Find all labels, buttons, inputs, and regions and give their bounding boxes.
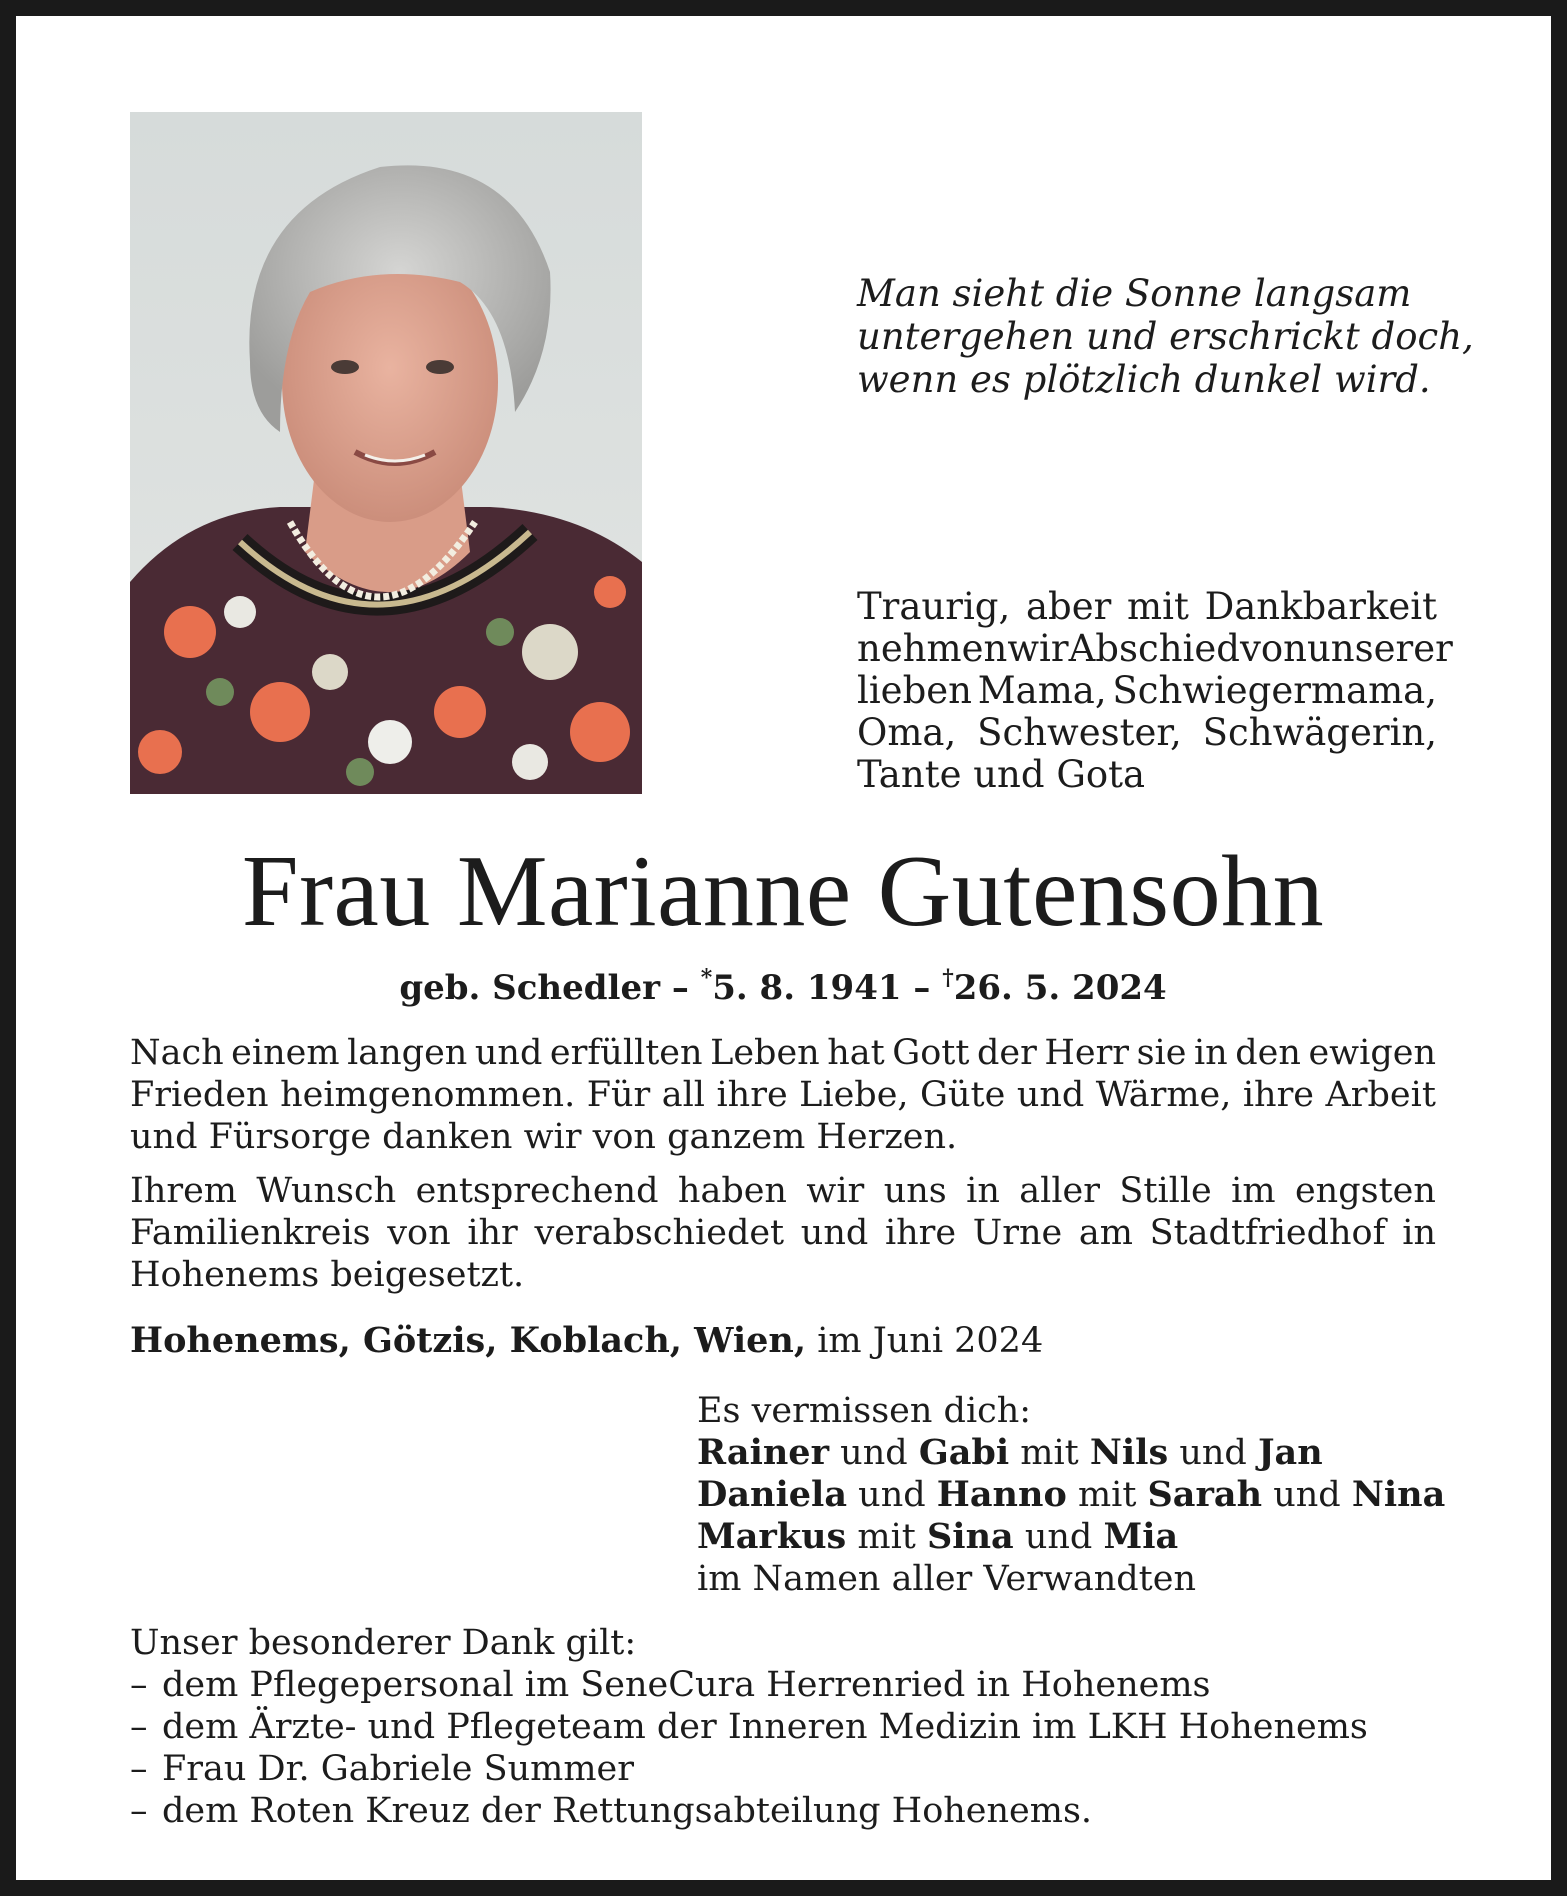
word: lieben: [857, 669, 972, 712]
word: Mama,: [977, 669, 1107, 712]
mourners-line: [697, 1516, 1457, 1558]
word: Gott: [892, 1033, 970, 1073]
word: wir: [806, 1171, 865, 1211]
thanks-block: [130, 1622, 1436, 1832]
word: Liebe,: [799, 1075, 909, 1115]
word: in: [1402, 1213, 1436, 1253]
separator: –: [913, 968, 931, 1008]
quote-block: [857, 272, 1474, 401]
mourner-name: Nina: [1351, 1474, 1446, 1515]
word: Schwester,: [977, 711, 1182, 754]
thanks-item: [130, 1706, 1436, 1748]
word: Für: [586, 1075, 651, 1115]
word: Wunsch: [256, 1171, 397, 1211]
word: und: [800, 1213, 869, 1253]
intro-line: [857, 627, 1453, 670]
quote-line: Man sieht die Sonne langsam: [857, 272, 1412, 315]
word: nehmen: [857, 627, 1008, 670]
word: Nach: [130, 1033, 224, 1073]
word: einem: [231, 1033, 340, 1073]
mourner-name: Sina: [927, 1516, 1014, 1557]
word: Herr: [1044, 1033, 1130, 1073]
mourners-block: [697, 1390, 1457, 1600]
death-date: 26. 5. 2024: [953, 968, 1167, 1008]
word: Oma,: [857, 711, 957, 754]
portrait-illustration: [130, 112, 642, 794]
birth-date: 5. 8. 1941: [712, 968, 902, 1008]
connector: und: [1179, 1433, 1247, 1473]
word: verabschiedet: [534, 1213, 785, 1253]
word: Wärme,: [1095, 1075, 1232, 1115]
birth-symbol: *: [700, 965, 713, 991]
thanks-heading: Unser besonderer Dank gilt:: [130, 1623, 637, 1663]
word: und: [474, 1033, 543, 1073]
intro-line: [857, 754, 1437, 796]
mourner-name: Nils: [1089, 1432, 1169, 1473]
separator: –: [671, 968, 689, 1008]
word: Leben: [710, 1033, 820, 1073]
connector: und: [840, 1433, 908, 1473]
word: Arbeit: [1325, 1075, 1436, 1115]
word: in: [966, 1171, 1000, 1211]
mourners-footer: im Namen aller Verwandten: [697, 1559, 1196, 1599]
connector: und: [1273, 1475, 1341, 1515]
paragraph-line: [130, 1212, 1436, 1254]
paragraph-1: [130, 1032, 1436, 1158]
mourner-name: Hanno: [936, 1474, 1067, 1515]
paragraph-line: [130, 1170, 1436, 1212]
word: Urne: [972, 1213, 1063, 1253]
quote-line: wenn es plötzlich dunkel wird.: [857, 358, 1431, 401]
paragraph-line: [130, 1074, 1436, 1116]
thanks-item: [130, 1748, 1436, 1790]
portrait-photo: [130, 112, 642, 794]
intro-text: [857, 585, 1453, 796]
word: all: [661, 1075, 705, 1115]
list-dash: –: [130, 1665, 148, 1705]
death-symbol: †: [942, 965, 954, 991]
connector: mit: [857, 1517, 916, 1557]
mourner-name: Markus: [697, 1516, 847, 1557]
word: ihre: [716, 1075, 788, 1115]
word: ihre: [884, 1213, 957, 1253]
word: Frieden: [130, 1075, 269, 1115]
word: in: [1193, 1033, 1228, 1073]
word: der: [976, 1033, 1037, 1073]
deceased-name: Frau Marianne Gutensohn: [241, 835, 1325, 948]
word: heimgenommen.: [280, 1075, 576, 1115]
thanks-item: [130, 1664, 1436, 1706]
list-dash: –: [130, 1791, 148, 1831]
quote-line: untergehen und erschrickt doch,: [857, 315, 1474, 358]
month-year: im Juni 2024: [817, 1321, 1044, 1361]
intro-line: [857, 712, 1437, 754]
thanks-item-text: dem Ärzte- und Pflegeteam der Inneren Medizin im LKH Hohenems: [162, 1707, 1368, 1747]
intro-line: [857, 670, 1437, 712]
word: Stadtfriedhof: [1149, 1213, 1386, 1253]
mourners-heading: Es vermissen dich:: [697, 1391, 1032, 1431]
place-date: [130, 1320, 1043, 1362]
word: aber: [1025, 585, 1112, 628]
word: mit: [1127, 585, 1189, 628]
thanks-item-text: Frau Dr. Gabriele Summer: [162, 1749, 634, 1789]
word: Schwägerin,: [1202, 711, 1437, 754]
mourners-line: [697, 1432, 1457, 1474]
word: langen: [347, 1033, 468, 1073]
word: unserer: [1306, 627, 1453, 670]
word: Güte: [920, 1075, 1006, 1115]
word: von: [387, 1213, 451, 1253]
places: Hohenems, Götzis, Koblach, Wien,: [130, 1320, 807, 1361]
word: entsprechend: [415, 1171, 659, 1211]
paragraph-2: [130, 1170, 1436, 1296]
word: aller: [1019, 1171, 1100, 1211]
mourners-line: [697, 1474, 1457, 1516]
word: sie: [1136, 1033, 1187, 1073]
word: den: [1235, 1033, 1301, 1073]
paragraph-line: [130, 1032, 1436, 1074]
life-dates: [130, 958, 1436, 1008]
connector: und: [858, 1475, 926, 1515]
word: Abschied: [1068, 627, 1240, 670]
word: ihre: [1242, 1075, 1315, 1115]
thanks-item-text: dem Pflegepersonal im SeneCura Herrenried in Hohenems: [162, 1665, 1211, 1705]
word: am: [1078, 1213, 1133, 1253]
word: Schwiegermama,: [1112, 669, 1437, 712]
word: uns: [883, 1171, 947, 1211]
word: erfüllten: [549, 1033, 703, 1073]
word: und: [1016, 1075, 1085, 1115]
word: im: [1231, 1171, 1276, 1211]
word: hat: [827, 1033, 885, 1073]
maiden-name: geb. Schedler: [399, 968, 661, 1008]
mourner-name: Sarah: [1147, 1474, 1263, 1515]
mourner-name: Mia: [1103, 1516, 1179, 1557]
connector: und: [1024, 1517, 1093, 1557]
word: von: [1239, 627, 1307, 670]
word: wir: [1007, 627, 1069, 670]
list-dash: –: [130, 1749, 148, 1789]
mourner-name: Rainer: [697, 1432, 830, 1473]
mourner-name: Jan: [1257, 1432, 1323, 1473]
connector: mit: [1020, 1433, 1079, 1473]
word: engsten: [1294, 1171, 1436, 1211]
paragraph-line: und Fürsorge danken wir von ganzem Herzen.: [130, 1117, 958, 1157]
list-dash: –: [130, 1707, 148, 1747]
intro-line: [857, 586, 1437, 628]
word: ihr: [467, 1213, 518, 1253]
mourner-name: Daniela: [697, 1474, 848, 1515]
mourner-name: Gabi: [918, 1432, 1010, 1473]
word: ewigen: [1308, 1033, 1436, 1073]
word: Ihrem: [130, 1171, 237, 1211]
word: Traurig,: [857, 585, 1011, 628]
thanks-item-text: dem Roten Kreuz der Rettungsabteilung Hohenems.: [162, 1791, 1093, 1831]
word: Stille: [1119, 1171, 1212, 1211]
paragraph-line: Hohenems beigesetzt.: [130, 1255, 525, 1295]
word: Tante und Gota: [857, 753, 1146, 796]
thanks-item: [130, 1790, 1436, 1832]
word: Dankbarkeit: [1204, 585, 1437, 628]
connector: mit: [1077, 1475, 1137, 1515]
word: haben: [677, 1171, 787, 1211]
word: Familienkreis: [130, 1213, 371, 1253]
